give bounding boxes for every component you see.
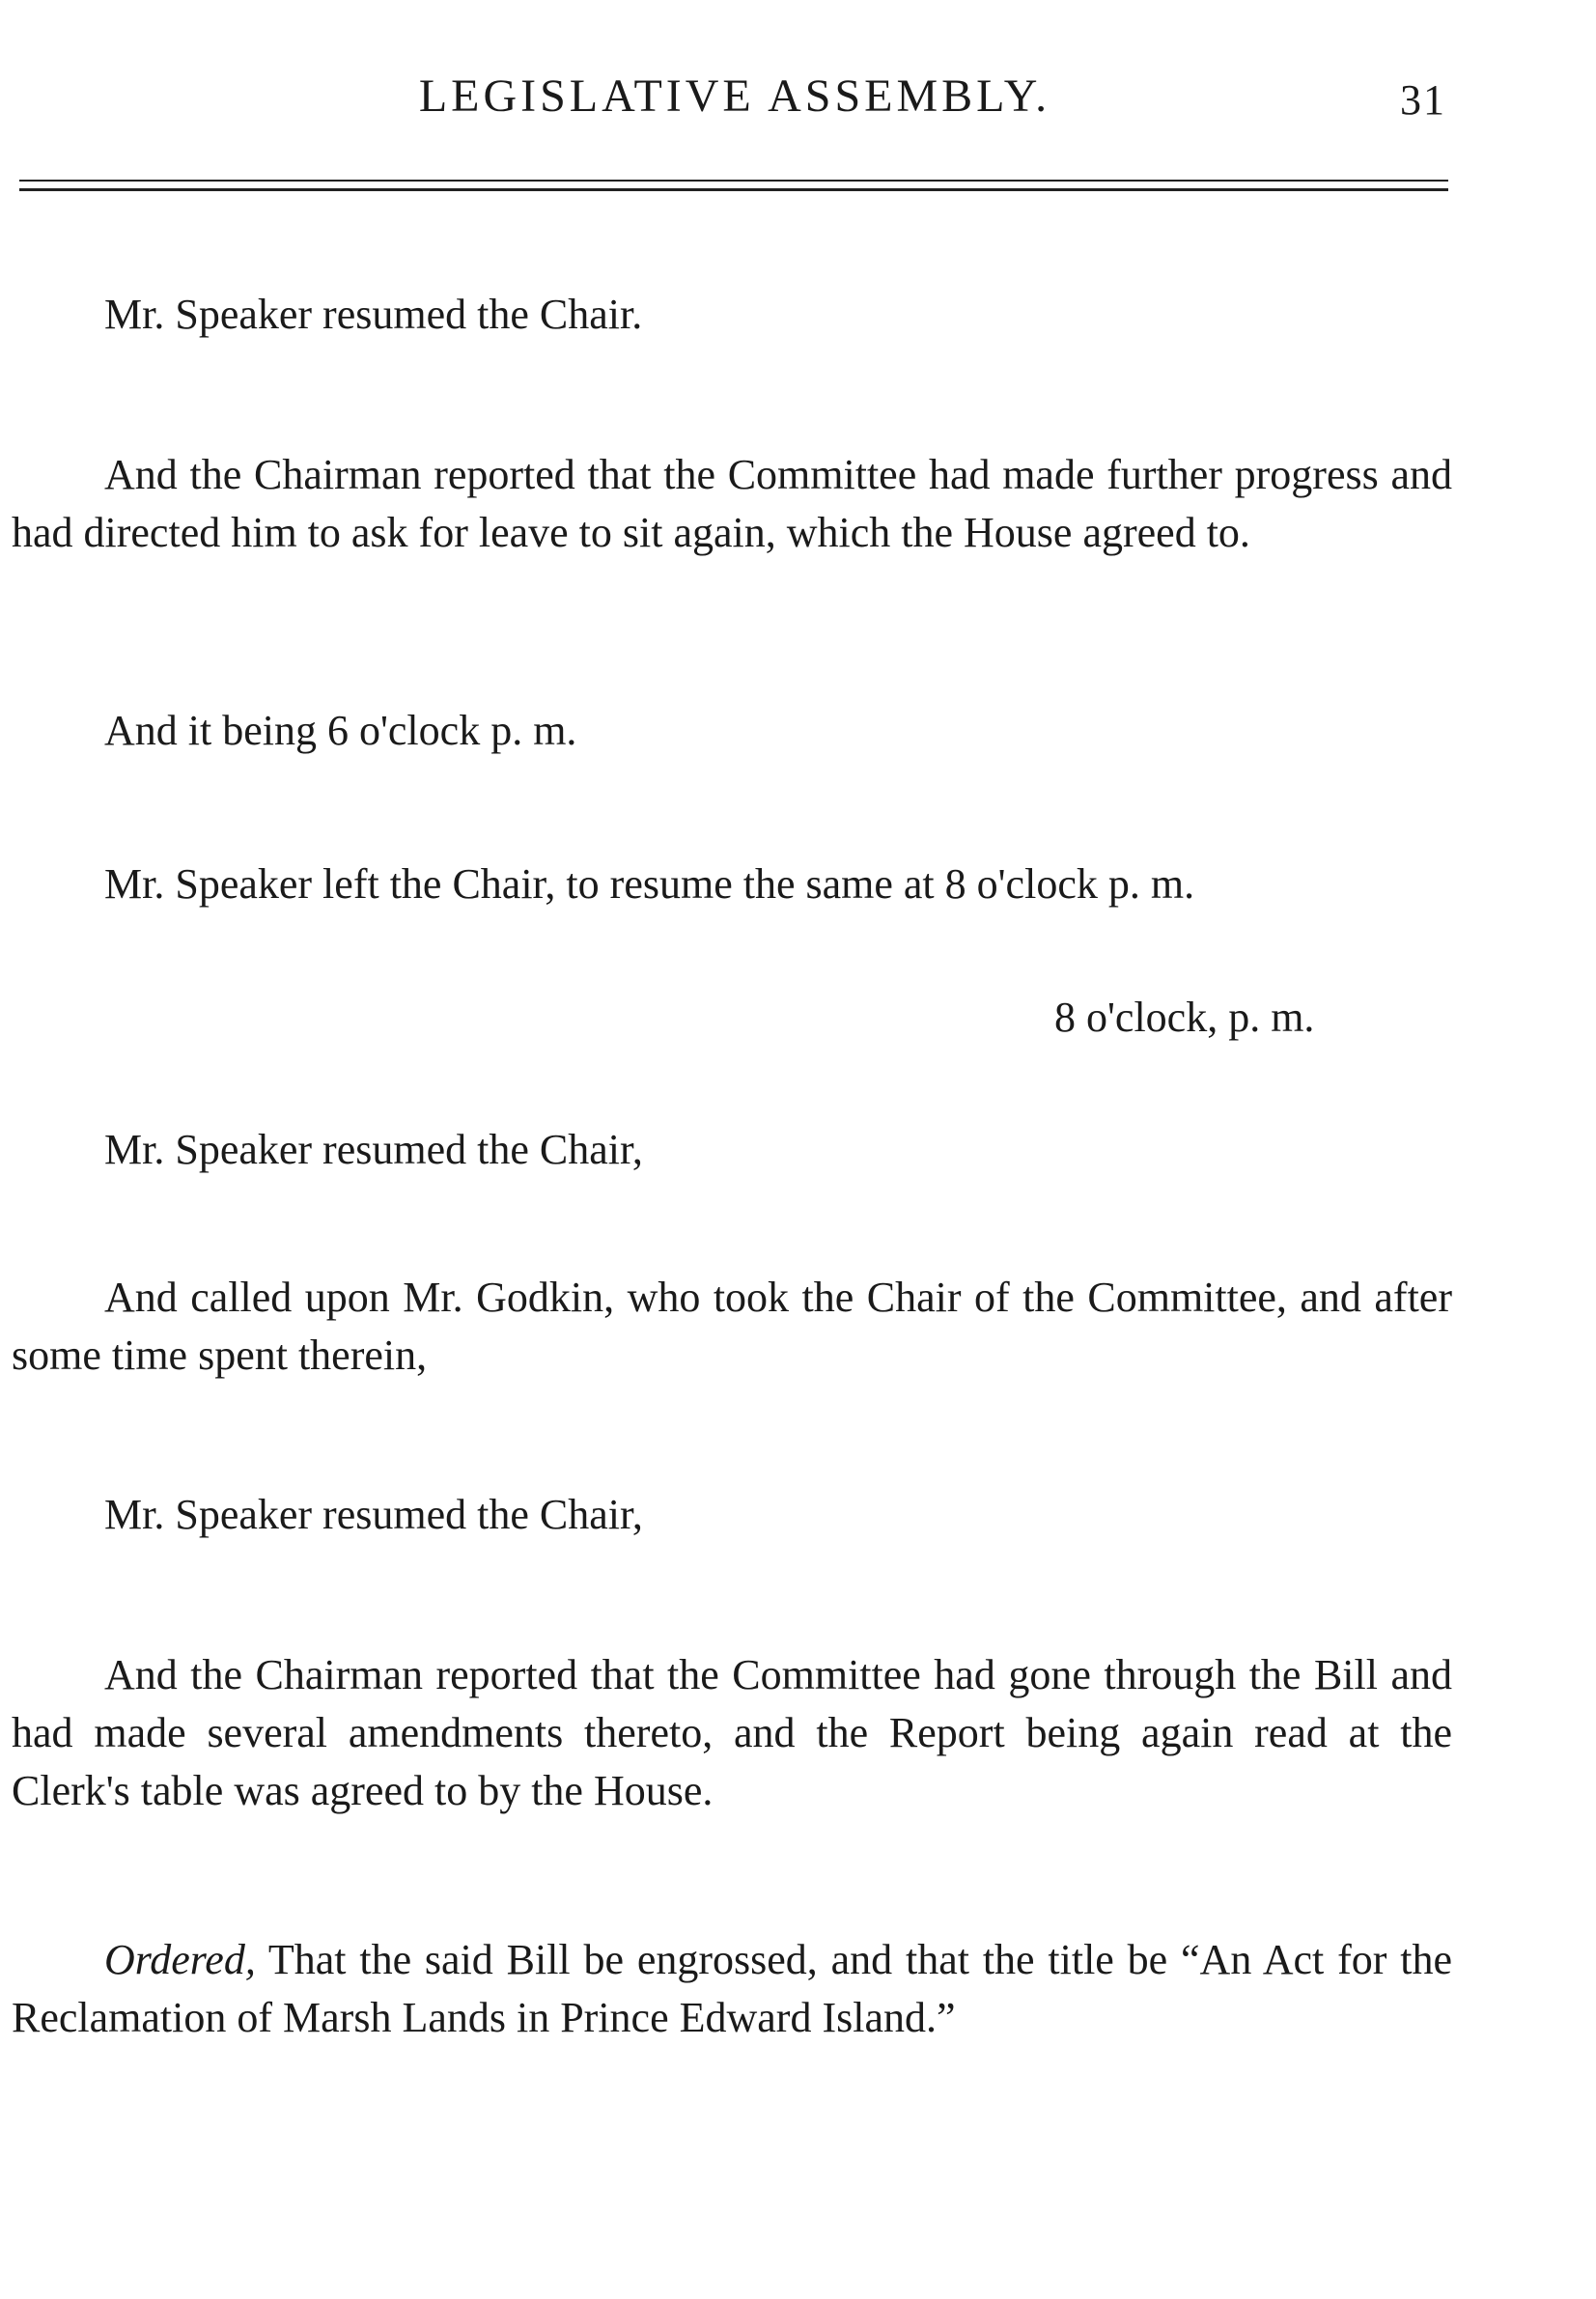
paragraph-chairman-report-1: [12, 446, 1452, 562]
paragraph-text: Mr. Speaker resumed the Chair.: [104, 291, 643, 338]
paragraph-text: Mr. Speaker left the Chair, to resume the same at 8 o'clock p. m.: [104, 860, 1195, 908]
page-number: 31: [1400, 76, 1446, 124]
paragraph-text: And it being 6 o'clock p. m.: [104, 707, 577, 754]
paragraph-speaker-left: [12, 855, 1452, 913]
paragraph-ordered: [12, 1931, 1452, 2047]
paragraph-text: And the Chairman reported that the Committee had made further progress and had directed him to ask for leave to sit again, which the House agreed to.: [12, 451, 1452, 556]
running-title: LEGISLATIVE ASSEMBLY.: [418, 70, 1051, 122]
paragraph-text: Mr. Speaker resumed the Chair,: [104, 1491, 643, 1538]
paragraph-text: And the Chairman reported that the Committee had gone through the Bill and had made several amendments thereto, and the Report being again read at the Clerk's table was agreed to by the House.: [12, 1651, 1452, 1814]
paragraph-text: Mr. Speaker resumed the Chair,: [104, 1126, 643, 1173]
paragraph-text: And called upon Mr. Godkin, who took the Chair of the Committee, and after some time spent therein,: [12, 1274, 1452, 1379]
paragraph-six-oclock: [12, 702, 1452, 760]
time-marker-eight-oclock: 8 o'clock, p. m.: [1054, 994, 1315, 1041]
header-rule-thin: [19, 180, 1448, 182]
paragraph-text: That the said Bill be engrossed, and that the title be “An Act for the Reclamation of Marsh Lands in Prince Edward Island.”: [12, 1936, 1452, 2041]
paragraph-godkin-chair: [12, 1269, 1452, 1385]
ordered-label: Ordered,: [104, 1936, 256, 1983]
header-rule-thick: [19, 188, 1448, 191]
paragraph-speaker-resumed-2: [12, 1121, 1452, 1179]
paragraph-chairman-report-2: [12, 1646, 1452, 1820]
paragraph-speaker-resumed-3: [12, 1486, 1452, 1544]
paragraph-speaker-resumed-1: [12, 286, 1452, 344]
